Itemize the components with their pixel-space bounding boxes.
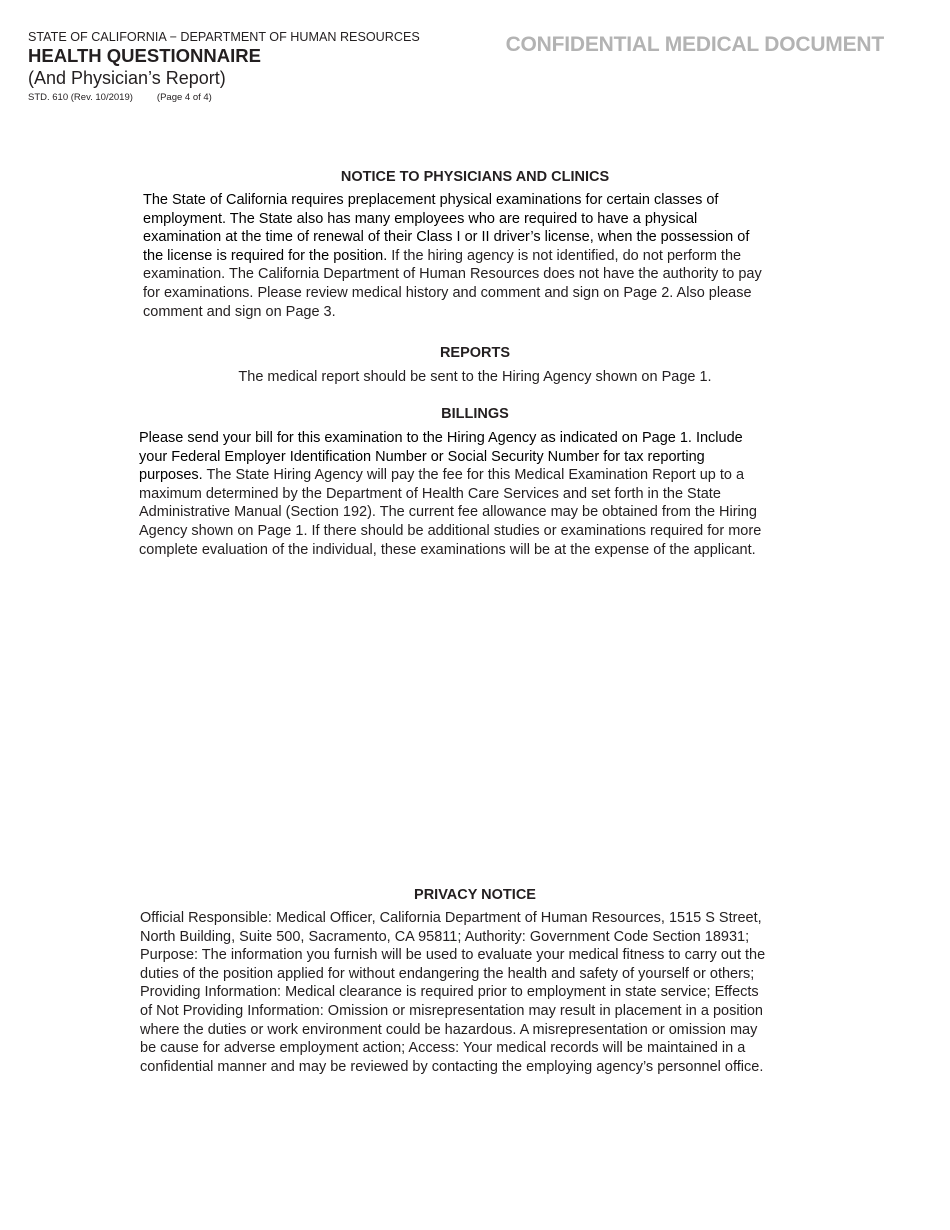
privacy-line: Official Responsible: Medical Officer, California Department of Human Resources, 1515 S Street, <box>140 910 762 926</box>
privacy-line: duties of the position applied for without endangering the health and safety of yourself or others; <box>140 965 755 982</box>
notice-line: employment. The State also has many employees who are required to have a physical <box>143 210 698 227</box>
form-title: HEALTH QUESTIONNAIRE <box>28 45 261 66</box>
billings-paragraph <box>139 429 761 559</box>
form-subtitle: (And Physician’s Report) <box>28 68 226 88</box>
notice-paragraph <box>143 191 762 321</box>
agency-name: STATE OF CALIFORNIA − DEPARTMENT OF HUMAN RESOURCES <box>28 30 420 44</box>
privacy-heading: PRIVACY NOTICE <box>414 887 536 903</box>
form-header <box>28 30 420 104</box>
notice-line: for examinations. Please review medical history and comment and sign on Page 2. Also please <box>143 284 752 301</box>
reports-text: The medical report should be sent to the Hiring Agency shown on Page 1. <box>238 369 712 385</box>
billings-line: Administrative Manual (Section 192). The current fee allowance may be obtained from the Hiring <box>139 504 757 521</box>
notice-line: The State of California requires preplacement physical examinations for certain classes of <box>143 192 719 208</box>
notice-line: examination. The California Department of Human Resources does not have the authority to pay <box>143 266 762 283</box>
notice-line: the license is required for the position. <box>143 247 388 264</box>
billings-line: The State Hiring Agency will pay the fee for this Medical Examination Report up to a <box>202 467 745 484</box>
billings-line: complete evaluation of the individual, these examinations will be at the expense of the applicant. <box>139 541 756 558</box>
confidential-label: CONFIDENTIAL MEDICAL DOCUMENT <box>505 33 884 56</box>
billings-heading: BILLINGS <box>441 406 509 422</box>
billings-line: Please send your bill for this examination to the Hiring Agency as indicated on Page 1. Include <box>139 430 743 446</box>
notice-heading: NOTICE TO PHYSICIANS AND CLINICS <box>340 169 610 185</box>
notice-line: examination at the time of renewal of their Class I or II driver’s license, when the possession of <box>143 229 750 246</box>
form-meta <box>28 92 420 104</box>
page-indicator: (Page 4 of 4) <box>156 92 212 103</box>
privacy-line: North Building, Suite 500, Sacramento, CA 95811; Authority: Government Code Section 18931; <box>140 928 750 945</box>
notice-line: If the hiring agency is not identified, do not perform the <box>387 247 742 264</box>
billings-line: Agency shown on Page 1. If there should be additional studies or examinations required for more <box>139 522 762 539</box>
privacy-line: Providing Information: Medical clearance is required prior to employment in state service; Effects <box>140 984 759 1001</box>
billings-line: your Federal Employer Identification Number or Social Security Number for tax reporting <box>139 448 705 465</box>
privacy-line: be cause for adverse employment action; Access: Your medical records will be maintained in a <box>140 1040 746 1057</box>
billings-line: purposes. <box>139 467 203 484</box>
privacy-line: of Not Providing Information: Omission or misrepresentation may result in placement in a position <box>140 1002 763 1019</box>
notice-line: comment and sign on Page 3. <box>143 303 336 320</box>
billings-line: maximum determined by the Department of Health Care Services and set forth in the State <box>139 485 721 502</box>
privacy-paragraph <box>140 909 765 1076</box>
privacy-line: confidential manner and may be reviewed by contacting the employing agency’s personnel office. <box>140 1058 764 1075</box>
privacy-line: Purpose: The information you furnish will be used to evaluate your medical fitness to carry out the <box>140 947 766 964</box>
reports-heading: REPORTS <box>439 345 511 361</box>
form-number: STD. 610 (Rev. 10/2019) <box>28 92 133 103</box>
privacy-line: where the duties or work environment could be hazardous. A misrepresentation or omission may <box>140 1021 758 1038</box>
